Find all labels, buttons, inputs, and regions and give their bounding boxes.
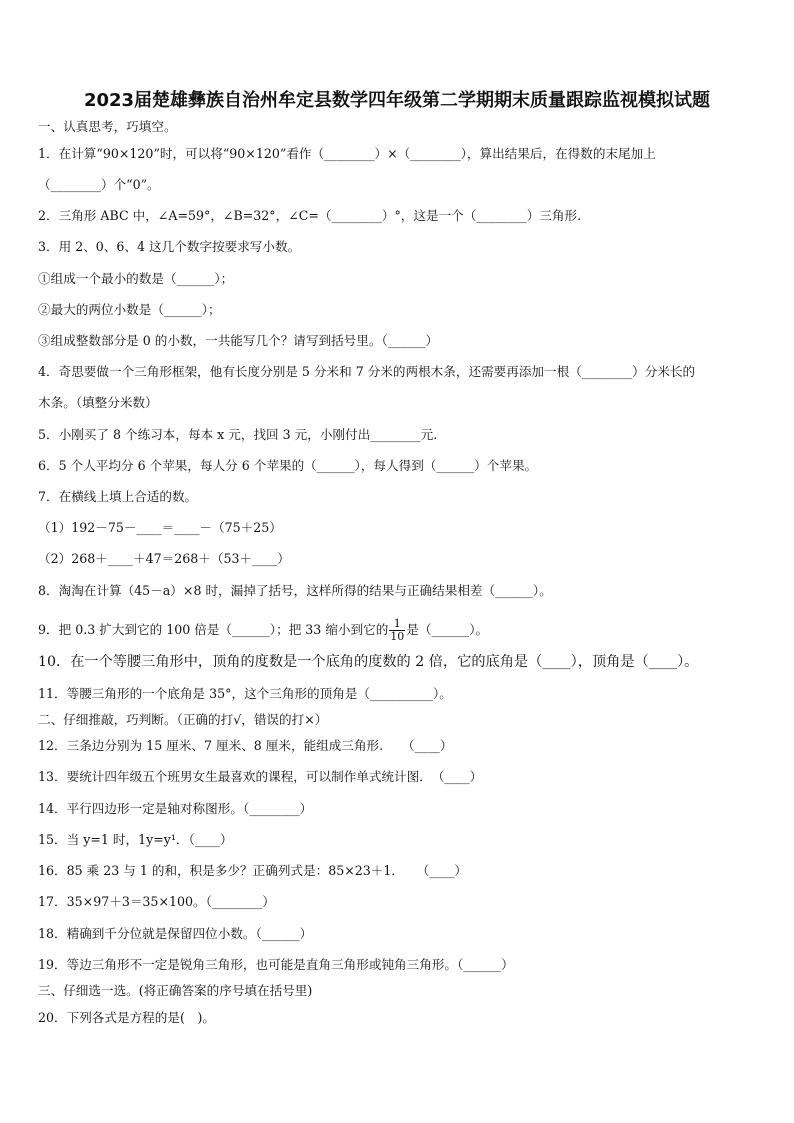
page-title: 2023届楚雄彝族自治州牟定县数学四年级第二学期期末质量跟踪监视模拟试题 bbox=[83, 90, 711, 111]
question-3-part-2: ②最大的两位小数是（______）； bbox=[38, 302, 221, 317]
question-3-part-3: ③组成整数部分是 0 的小数，一共能写几个？请写到括号里。（______） bbox=[38, 333, 439, 348]
question-9-text-before: 9．把 0.3 扩大到它的 100 倍是（______）；把 33 缩小到它的 bbox=[38, 622, 389, 637]
question-4-line-1: 4．奇思要做一个三角形框架，他有长度分别是 5 分米和 7 分米的两根木条，还需要再添加一根（________）分米长的 bbox=[38, 364, 696, 379]
section-2-heading: 二、仔细推敲，巧判断。（正确的打√，错误的打×） bbox=[38, 712, 328, 727]
question-15: 15．当 y=1 时，1y=y¹．（____） bbox=[38, 832, 233, 847]
question-19: 19．等边三角形不一定是锐角三角形，也可能是直角三角形或钝角三角形。（______） bbox=[38, 957, 514, 972]
fraction-denominator: 10 bbox=[390, 630, 405, 643]
section-1-heading: 一、认真思考，巧填空。 bbox=[38, 119, 177, 134]
question-14: 14．平行四边形一定是轴对称图形。（________） bbox=[38, 801, 313, 816]
question-7-part-2: （2）268＋____＋47＝268＋（53＋____） bbox=[38, 551, 290, 566]
question-9 bbox=[38, 618, 764, 643]
question-2: 2．三角形 ABC 中，∠A=59°，∠B=32°，∠C=（________）°，这是一个（________）三角形. bbox=[38, 208, 582, 223]
question-18: 18．精确到千分位就是保留四位小数。（______） bbox=[38, 926, 313, 941]
question-5: 5．小刚买了 8 个练习本，每本 x 元，找回 3 元，小刚付出________元. bbox=[38, 427, 438, 442]
question-9-text-after: 是（______）。 bbox=[406, 622, 489, 637]
question-20: 20．下列各式是方程的是( )。 bbox=[38, 1010, 215, 1025]
question-17: 17．35×97＋3＝35×100。（________） bbox=[38, 894, 275, 909]
question-7-part-1: （1）192－75－____＝____－（75＋25） bbox=[38, 520, 282, 535]
question-7: 7．在横线上填上合适的数。 bbox=[38, 489, 198, 504]
section-3-heading: 三、仔细选一选。(将正确答案的序号填在括号里) bbox=[38, 983, 313, 998]
question-1-line-2: （________）个“0”。 bbox=[38, 177, 160, 192]
question-8: 8．淘淘在计算（45－a）×8 时，漏掉了括号，这样所得的结果与正确结果相差（______）。 bbox=[38, 583, 552, 598]
question-1-line-1: 1．在计算“90×120”时，可以将“90×120”看作（________）×（________），算出结果后，在得数的末尾加上 bbox=[38, 146, 656, 161]
question-12: 12．三条边分别为 15 厘米、7 厘米、8 厘米，能组成三角形. （____） bbox=[38, 738, 453, 753]
fraction-one-tenth bbox=[389, 618, 405, 643]
question-4-line-2: 木条。（填整分米数） bbox=[38, 395, 158, 410]
fraction-numerator: 1 bbox=[389, 618, 405, 631]
question-3-part-1: ①组成一个最小的数是（______）； bbox=[38, 271, 234, 286]
question-6: 6．5 个人平均分 6 个苹果，每人分 6 个苹果的（______），每人得到（______）个苹果。 bbox=[38, 458, 538, 473]
question-3: 3．用 2、0、6、4 这几个数字按要求写小数。 bbox=[38, 239, 301, 254]
question-10: 10．在一个等腰三角形中，顶角的度数是一个底角的度数的 2 倍，它的底角是（____），顶角是（____）。 bbox=[38, 654, 699, 670]
question-11: 11．等腰三角形的一个底角是 35°，这个三角形的顶角是（__________）。 bbox=[38, 686, 452, 701]
question-16: 16．85 乘 23 与 1 的和，积是多少？正确列式是：85×23＋1． （____） bbox=[38, 863, 467, 878]
question-13: 13．要统计四年级五个班男女生最喜欢的课程，可以制作单式统计图． （____） bbox=[38, 769, 483, 784]
